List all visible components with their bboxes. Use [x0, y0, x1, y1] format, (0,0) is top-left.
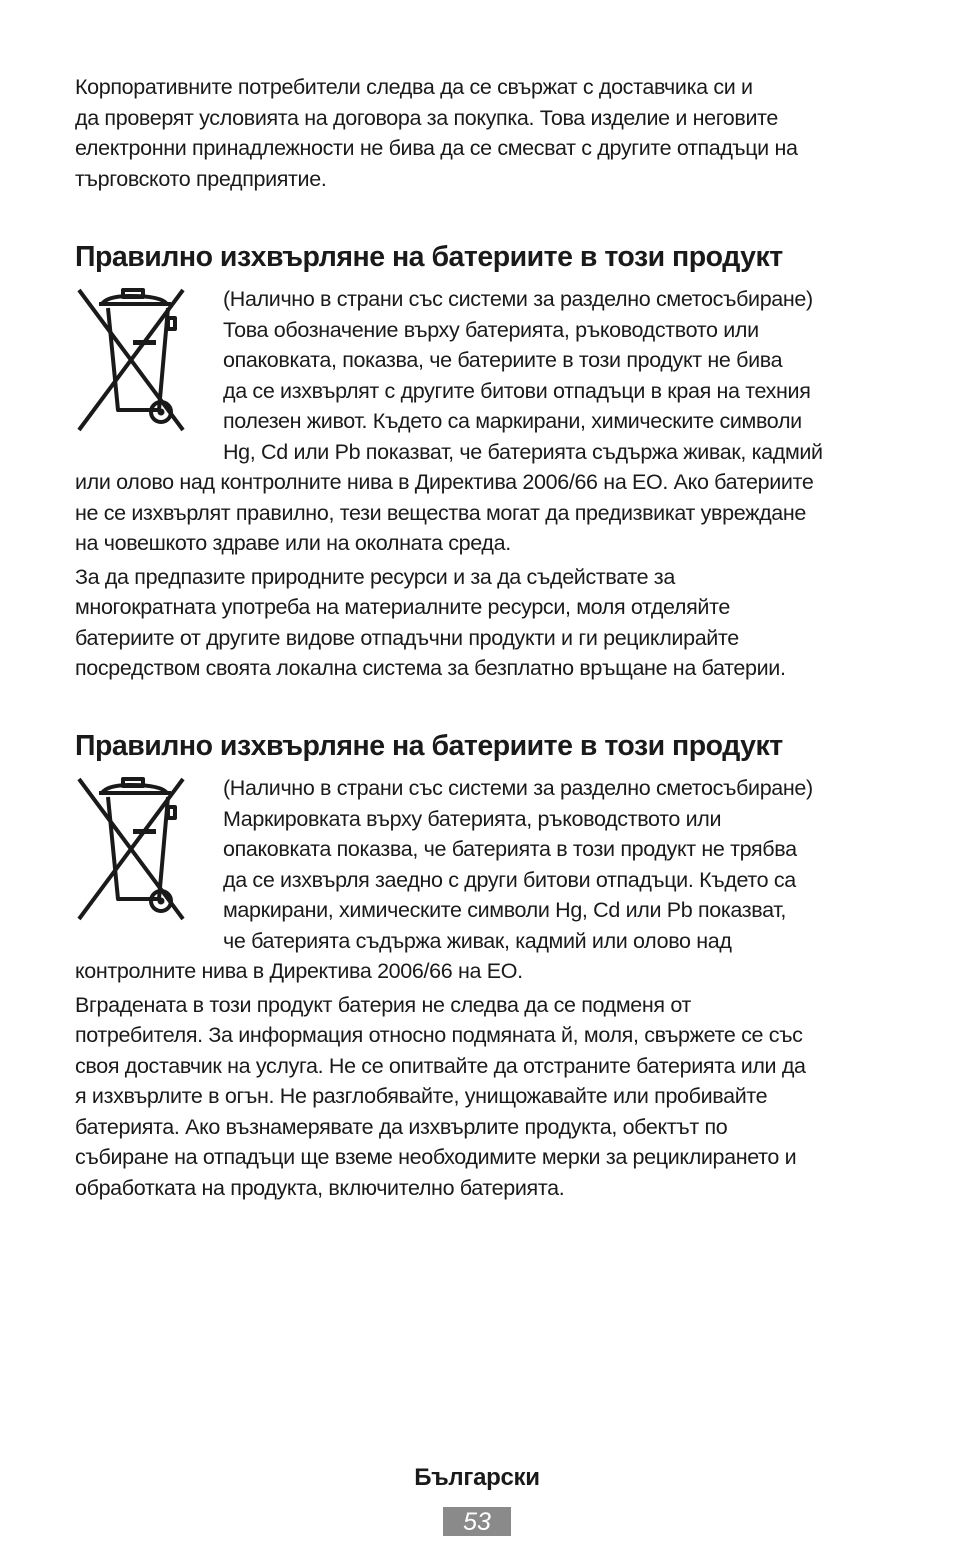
text-line: да се изхвърлят с другите битови отпадъци в края на техния: [223, 378, 811, 403]
text-line: не се изхвърлят правилно, тези вещества могат да предизвикат увреждане: [75, 500, 807, 525]
text-line: опаковката показва, че батерията в този продукт не трябва: [223, 837, 797, 861]
section-1-icon-block: [75, 284, 890, 467]
page-content: [75, 72, 890, 194]
section-2-title: Правилно изхвърляне на батериите в този продукт: [75, 730, 783, 762]
section-1-paragraph-2: [75, 562, 890, 684]
text-line: да се изхвърля заедно с други битови отпадъци. Където са: [223, 867, 796, 892]
intro-line: електронни принадлежности не бива да се смесват с другите отпадъци на: [75, 136, 798, 160]
section-1-indented-text: [223, 284, 823, 467]
text-line: събиране на отпадъци ще вземе необходимите мерки за рециклирането и: [75, 1145, 797, 1169]
text-line: на човешкото здраве или на околната среда.: [75, 531, 511, 555]
text-line: Вградената в този продукт батерия не следва да се подменя от: [75, 992, 691, 1017]
text-line: я изхвърлите в огън. Не разглобявайте, унищожавайте или пробивайте: [75, 1084, 768, 1108]
text-line: маркирани, химическите символи Hg, Cd или Pb показват,: [223, 898, 786, 922]
text-line: батериите от другите видове отпадъчни продукти и ги рециклирайте: [75, 625, 739, 650]
text-line: посредством своята локална система за безплатно връщане на батерии.: [75, 656, 786, 680]
crossed-out-wheelie-bin-icon: [75, 775, 187, 923]
text-line: батерията. Ако възнамерявате да изхвърлите продукта, обектът по: [75, 1114, 728, 1139]
footer-language-label: Български: [414, 1464, 540, 1491]
text-line: За да предпазите природните ресурси и за да съдействате за: [75, 564, 675, 589]
battery-disposal-section-1: [75, 240, 890, 684]
text-line: Hg, Cd или Pb показват, че батерията съдържа живак, кадмий: [223, 439, 823, 464]
text-line: (Налично в страни със системи за разделно сметосъбиране): [223, 776, 813, 800]
text-line: или олово над контролните нива в Директива 2006/66 на ЕО. Ако батериите: [75, 470, 814, 494]
battery-disposal-section-2: [75, 729, 890, 1203]
page-number-badge: 53: [443, 1507, 511, 1536]
text-line: контролните нива в Директива 2006/66 на ЕО.: [75, 959, 523, 983]
text-line: (Налично в страни със системи за разделно сметосъбиране): [223, 287, 813, 311]
section-2-icon-block: [75, 773, 890, 956]
intro-line: търговското предприятие.: [75, 166, 327, 191]
section-1-title: Правилно изхвърляне на батериите в този продукт: [75, 241, 783, 273]
text-line: опаковката, показва, че батериите в този продукт не бива: [223, 348, 783, 372]
section-2-paragraph-2: [75, 990, 890, 1204]
text-line: Маркировката върху батерията, ръководството или: [223, 806, 722, 831]
text-line: че батерията съдържа живак, кадмий или олово над: [223, 928, 732, 953]
text-line: обработката на продукта, включително батерията.: [75, 1175, 565, 1200]
intro-line: да проверят условията на договора за покупка. Това изделие и неговите: [75, 105, 779, 130]
section-2-indented-text: [223, 773, 813, 956]
section-2-continued-text: [75, 956, 890, 987]
text-line: Това обозначение върху батерията, ръководството или: [223, 317, 759, 342]
section-1-continued-text: [75, 467, 890, 559]
text-line: потребителя. За информация относно подмяната й, моля, свържете се със: [75, 1023, 803, 1047]
text-line: многократната употреба на материалните ресурси, моля отделяйте: [75, 595, 730, 619]
intro-paragraph: [75, 72, 890, 194]
text-line: полезен живот. Където са маркирани, химическите символи: [223, 409, 802, 433]
crossed-out-wheelie-bin-icon: [75, 286, 187, 434]
text-line: своя доставчик на услуга. Не се опитвайте да отстраните батерията или да: [75, 1053, 806, 1078]
intro-line: Корпоративните потребители следва да се свържат с доставчика си и: [75, 75, 753, 99]
